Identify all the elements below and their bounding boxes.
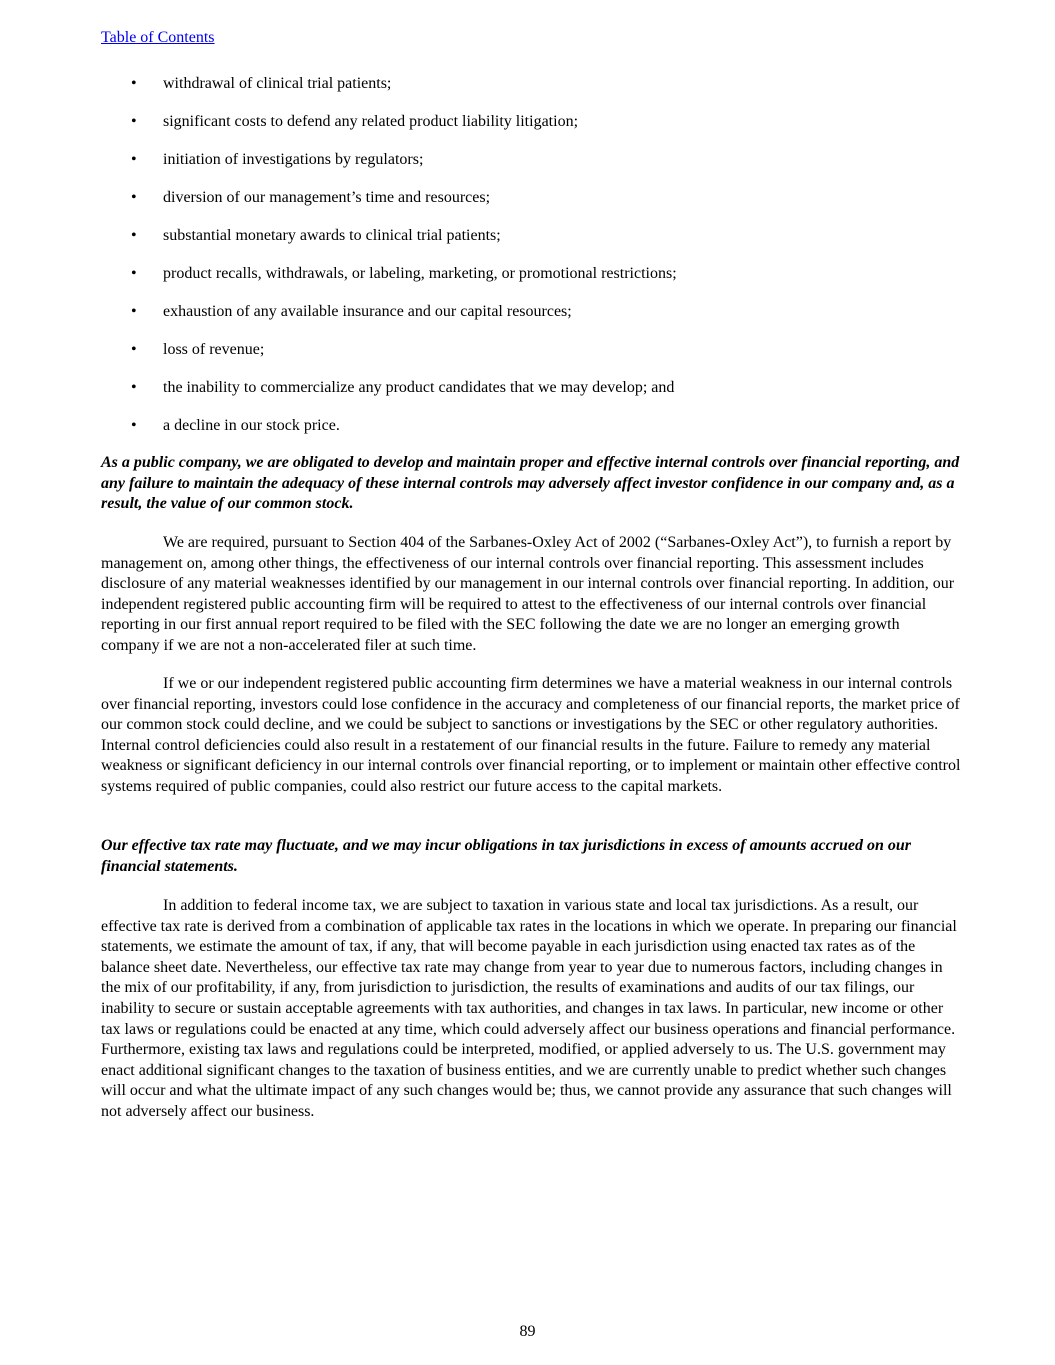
list-item: • initiation of investigations by regulators; [131, 151, 424, 168]
bullet-icon: • [131, 75, 137, 92]
bullet-icon: • [131, 227, 137, 244]
bullet-icon: • [131, 265, 137, 282]
list-item: • substantial monetary awards to clinical trial patients; [131, 227, 501, 244]
paragraph-tax-jurisdictions: In addition to federal income tax, we are subject to taxation in various state and local tax jurisdictions. As a result, our effective tax rate is derived from a combination of applicable tax rates in the locations in which we operate. In preparing our financial statements, we estimate the amount of tax, if any, that will become payable in each jurisdiction using enacted tax rates as of the balance sheet date. Nevertheless, our effective tax rate may change from year to year due to numerous factors, including changes in the mix of our profitability, if any, from jurisdiction to jurisdiction, the results of examinations and audits of our tax filings, our inability to secure or sustain acceptable agreements with tax authorities, and changes in tax laws. In particular, new income or other tax laws or regulations could be enacted at any time, which could adversely affect our business operations and financial performance. Furthermore, existing tax laws and regulations could be interpreted, modified, or applied adversely to us. The U.S. government may enact additional significant changes to the taxation of business entities, and we are currently unable to predict whether such changes will occur and what the ultimate impact of any such changes would be; thus, we cannot provide any assurance that such changes will not adversely affect our business. [101, 897, 957, 1120]
section-heading-tax-rate: Our effective tax rate may fluctuate, and we may incur obligations in tax jurisdictions in excess of amounts accrued on our financial statements. [101, 837, 911, 875]
bullet-icon: • [131, 151, 137, 168]
risk-bullet-list [101, 74, 961, 454]
table-of-contents-link[interactable]: Table of Contents [101, 29, 215, 46]
bullet-icon: • [131, 113, 137, 130]
list-item: • diversion of our management’s time and resources; [131, 189, 491, 206]
paragraph-sox-404: We are required, pursuant to Section 404 of the Sarbanes-Oxley Act of 2002 (“Sarbanes-Oxley Act”), to furnish a report by management on, among other things, the effectiveness of our internal controls over financial reporting. This assessment includes disclosure of any material weaknesses identified by our management in our internal controls over financial reporting. In addition, our independent registered public accounting firm will be required to attest to the effectiveness of our internal controls over financial reporting in our first annual report required to be filed with the SEC following the date we are no longer an emerging growth company if we are not a non-accelerated filer at such time. [101, 534, 955, 654]
page-number: 89 [519, 1323, 536, 1340]
list-item: • a decline in our stock price. [131, 417, 340, 434]
bullet-icon: • [131, 303, 137, 320]
list-item: • product recalls, withdrawals, or labeling, marketing, or promotional restrictions; [131, 265, 677, 282]
paragraph-material-weakness: If we or our independent registered public accounting firm determines we have a material weakness in our internal controls over financial reporting, investors could lose confidence in the accuracy and completeness of our financial reports, the market price of our common stock could decline, and we could be subject to sanctions or investigations by the SEC or other regulatory authorities. Internal control deficiencies could also result in a restatement of our financial results in the future. Failure to remedy any material weakness or significant deficiency in our internal controls over financial reporting, or to implement or maintain other effective control systems required of public companies, could also restrict our future access to the capital markets. [101, 675, 961, 795]
list-item: • withdrawal of clinical trial patients; [131, 75, 392, 92]
list-item: • significant costs to defend any related product liability litigation; [131, 113, 579, 130]
list-item: • loss of revenue; [131, 341, 265, 358]
bullet-icon: • [131, 379, 137, 396]
list-item: • the inability to commercialize any product candidates that we may develop; and [131, 379, 675, 396]
bullet-icon: • [131, 417, 137, 434]
list-item: • exhaustion of any available insurance and our capital resources; [131, 303, 572, 320]
bullet-icon: • [131, 189, 137, 206]
section-heading-internal-controls: As a public company, we are obligated to develop and maintain proper and effective internal controls over financial reporting, and any failure to maintain the adequacy of these internal controls may adversely affect investor confidence in our company and, as a result, the value of our common stock. [101, 454, 960, 513]
bullet-icon: • [131, 341, 137, 358]
